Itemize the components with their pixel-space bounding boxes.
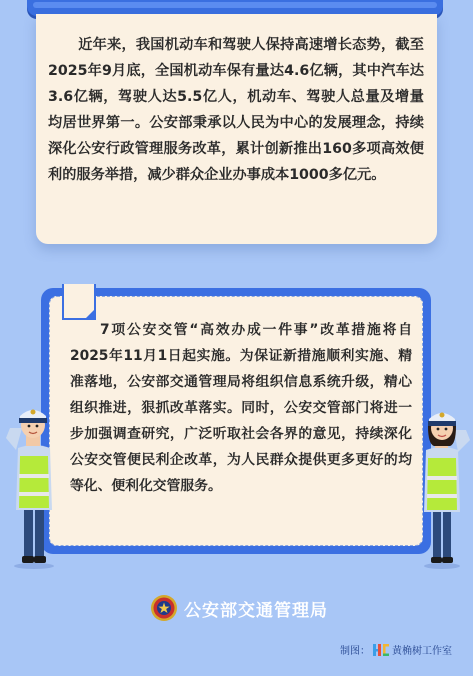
announcement-text: 7项公安交管“高效办成一件事”改革措施将自2025年11月1日起实施。为保证新措施顺利实施、精准落地，公安部交通管理局将组织信息系统升级，精心组织推进，狠抓改革落实。同时，公安交管部门将进一步加强调查研究，广泛听取社会各界的意见，持续深化公安交管便民利企改革，为人民群众提供更多更好的均等化、便利化交管服务。 [70, 322, 412, 494]
credit-line [340, 642, 452, 657]
announcement-paragraph [70, 317, 412, 499]
credit-label: 制图： [340, 646, 370, 657]
intro-paragraph [48, 32, 424, 188]
police-officer-male [4, 398, 66, 570]
police-emblem-icon [150, 594, 178, 622]
intro-text: 近年来，我国机动车和驾驶人保持高速增长态势，截至2025年9月底，全国机动车保有量达4.6亿辆，其中汽车达3.6亿辆，驾驶人达5.5亿人，机动车、驾驶人总量及增量均居世界第一。公安部秉承以人民为中心的发展理念，持续深化公安行政管理服务改革，累计创新推出160多项高效便利的服务举措，减少群众企业办事成本1000多亿元。 [48, 37, 424, 183]
studio-logo-icon [373, 643, 389, 657]
studio-name: 黄桷树工作室 [392, 646, 452, 657]
card-bookmark-tab [62, 284, 96, 320]
top-banner-highlight [33, 2, 437, 8]
org-name: 公安部交通管理局 [184, 601, 328, 621]
police-officer-female [414, 402, 472, 570]
